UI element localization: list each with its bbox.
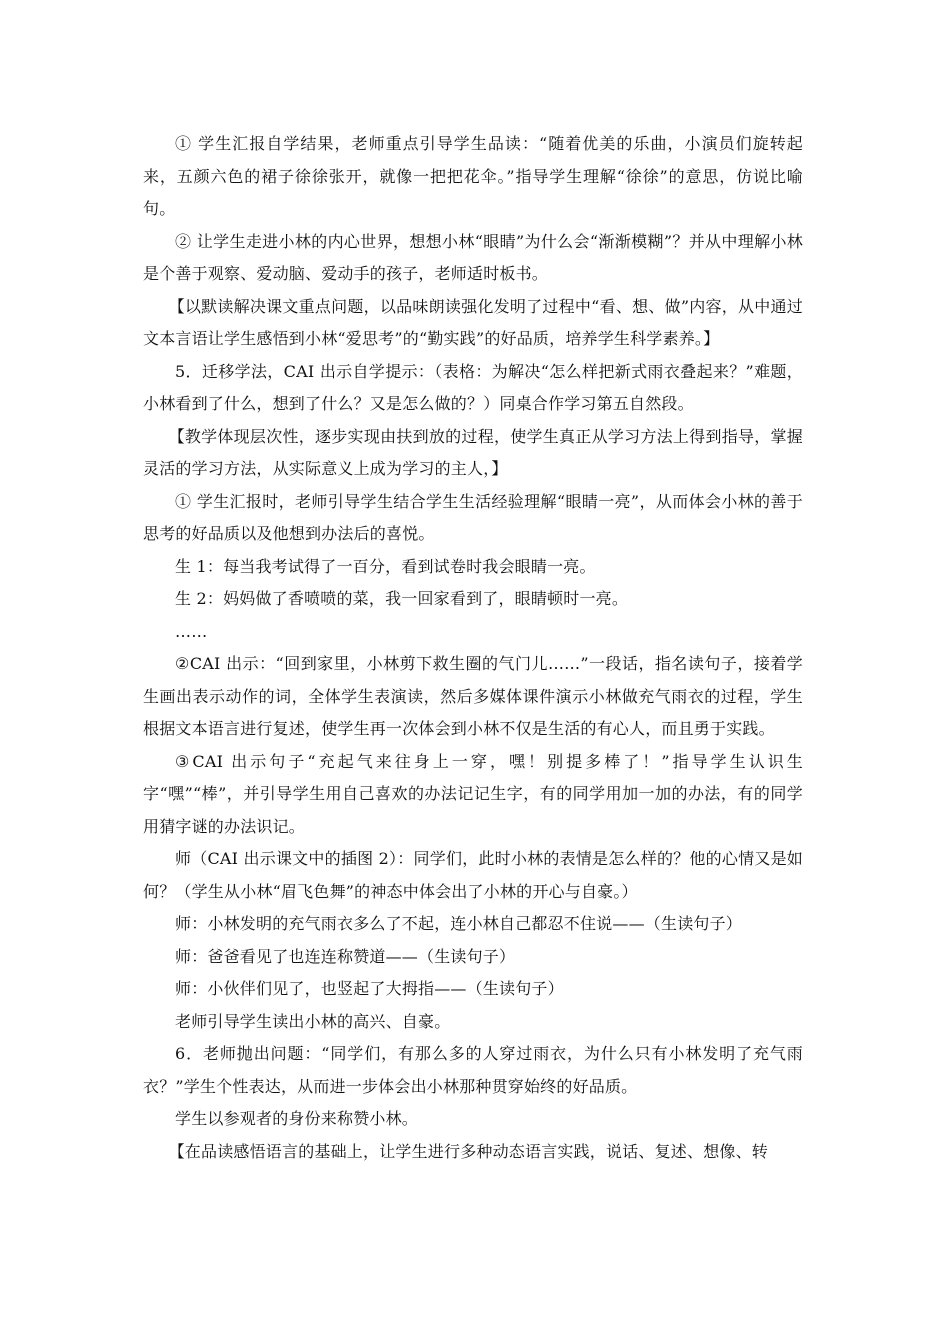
document-body <box>143 128 803 1168</box>
paragraph: ① 学生汇报自学结果，老师重点引导学生品读：“随着优美的乐曲，小演员们旋转起来，五颜六色的裙子徐徐张开，就像一把把花伞。”指导学生理解“徐徐”的意思，仿说比喻句。 <box>143 134 803 218</box>
paragraph: ③CAI 出示句子“充起气来往身上一穿，嘿！别提多棒了！”指导学生认识生字“嘿”“棒”，并引导学生用自己喜欢的办法记记生字，有的同学用加一加的办法，有的同学用猜字谜的办法识记。 <box>143 751 803 836</box>
annotation-paragraph: 【在品读感悟语言的基础上，让学生进行多种动态语言实践，说话、复述、想像、转 <box>168 1141 768 1161</box>
paragraph: 师：小伙伴们见了，也竖起了大拇指——（生读句子） <box>175 979 564 998</box>
paragraph: ② 让学生走进小林的内心世界，想想小林“眼睛”为什么会“渐渐模糊”？并从中理解小林是个善于观察、爱动脑、爱动手的孩子，老师适时板书。 <box>143 231 803 283</box>
paragraph: 生 2：妈妈做了香喷喷的菜，我一回家看到了，眼睛顿时一亮。 <box>175 589 629 608</box>
ellipsis-line: …… <box>175 621 208 641</box>
paragraph: 生 1：每当我考试得了一百分，看到试卷时我会眼睛一亮。 <box>175 556 596 576</box>
paragraph: 5．迁移学法，CAI 出示自学提示：（表格：为解决“怎么样把新式雨衣叠起来？”难题，小林看到了什么，想到了什么？又是怎么做的？）同桌合作学习第五自然段。 <box>143 361 803 413</box>
paragraph: 师：小林发明的充气雨衣多么了不起，连小林自己都忍不住说——（生读句子） <box>175 914 743 933</box>
annotation-paragraph: 【以默读解决课文重点问题，以品味朗读强化发明了过程中“看、想、做”内容，从中通过文本言语让学生感悟到小林“爱思考”的“勤实践”的好品质，培养学生科学素养。】 <box>143 296 803 348</box>
paragraph: ②CAI 出示：“回到家里，小林剪下救生圈的气门儿……”一段话，指名读句子，接着学生画出表示动作的词，全体学生表演读，然后多媒体课件演示小林做充气雨衣的过程，学生根据文本语言进行复述，使学生再一次体会到小林不仅是生活的有心人，而且勇于实践。 <box>143 654 803 738</box>
annotation-paragraph: 【教学体现层次性，逐步实现由扶到放的过程，使学生真正从学习方法上得到指导，掌握灵活的学习方法，从实际意义上成为学习的主人，】 <box>143 426 803 478</box>
paragraph: 师（CAI 出示课文中的插图 2）：同学们，此时小林的表情是怎么样的？他的心情又是如何？（学生从小林“眉飞色舞”的神态中体会出了小林的开心与自豪。） <box>143 849 803 901</box>
paragraph: ① 学生汇报时，老师引导学生结合学生生活经验理解“眼睛一亮”，从而体会小林的善于思考的好品质以及他想到办法后的喜悦。 <box>143 491 803 543</box>
paragraph: 师：爸爸看见了也连连称赞道——（生读句子） <box>175 946 516 966</box>
paragraph: 学生以参观者的身份来称赞小林。 <box>175 1109 419 1128</box>
paragraph: 6．老师抛出问题：“同学们，有那么多的人穿过雨衣，为什么只有小林发明了充气雨衣？”学生个性表达，从而进一步体会出小林那种贯穿始终的好品质。 <box>143 1044 803 1096</box>
paragraph: 老师引导学生读出小林的高兴、自豪。 <box>175 1011 451 1031</box>
